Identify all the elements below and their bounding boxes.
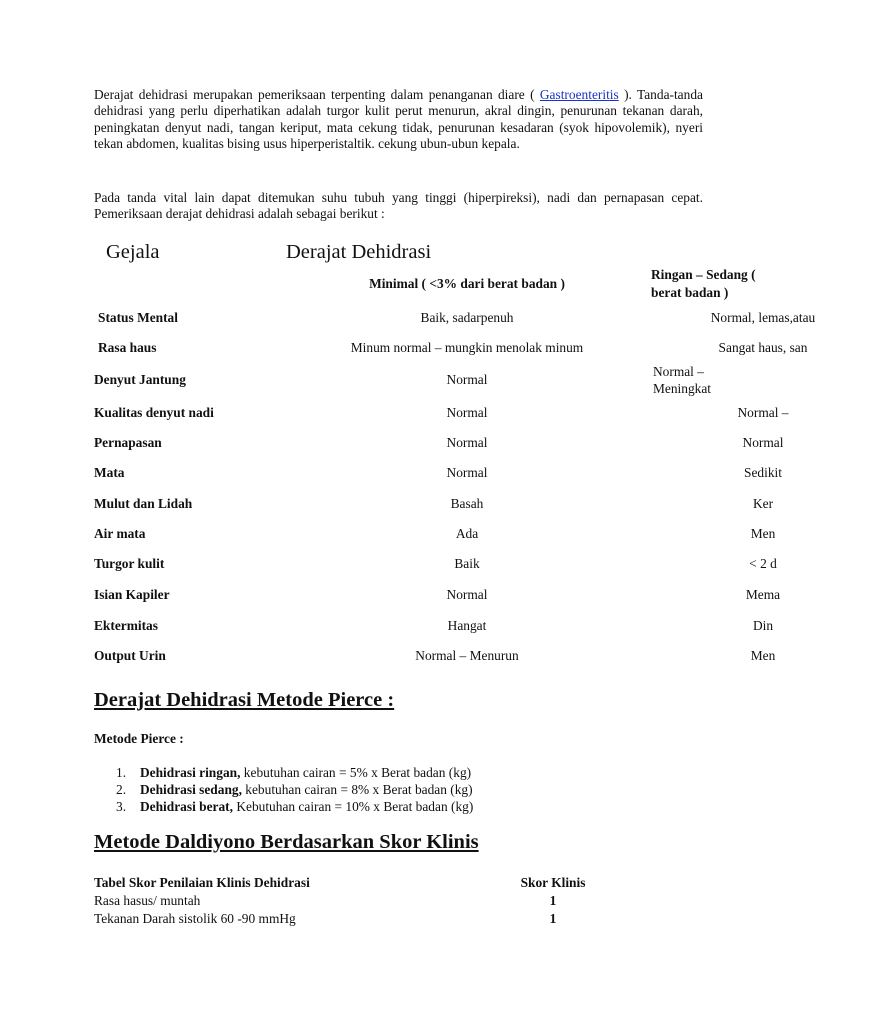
intro-text-after-link: ). Tanda-tanda dehidrasi yang perlu diperhatikan adalah turgor kulit perut menurun, akral dingin, penurunan tekanan darah, peningkatan denyut nadi, tangan keriput, mata cekung tidak, penurunan kesadaran (syok hipovolemik), nyeri tekan abdomen, kualitas bising usus hiperperistaltik. cekung ubun-ubun kepala.	[94, 87, 703, 152]
pierce-label: Metode Pierce :	[94, 731, 184, 746]
column-header-ringan-line2: berat badan )	[651, 285, 729, 300]
list-item-bold: Dehidrasi berat,	[140, 799, 233, 814]
table-row	[0, 526, 776, 546]
table-row	[0, 556, 777, 576]
table-row	[0, 587, 781, 607]
cell-minimal: Ada	[455, 526, 479, 541]
cell-minimal: Normal	[446, 435, 488, 450]
table-row	[0, 405, 789, 425]
cell-ringan: Men	[750, 648, 776, 663]
cell-minimal: Minum normal – mungkin menolak minum	[350, 340, 584, 355]
cell-ringan: < 2 d	[749, 556, 777, 571]
list-number: 2.	[116, 782, 127, 797]
gastroenteritis-link[interactable]: Gastroenteritis	[539, 87, 619, 102]
column-header-minimal: Minimal ( <3% dari berat badan )	[369, 276, 565, 291]
score-label: Rasa hasus/ muntah	[94, 893, 201, 908]
column-header-ringan-line1: Ringan – Sedang (	[651, 267, 756, 282]
cell-minimal: Normal	[446, 405, 488, 420]
list-item-text: Kebutuhan cairan = 10% x Berat badan (kg)	[232, 799, 474, 814]
cell-minimal: Normal – Menurun	[415, 648, 519, 663]
cell-minimal: Normal	[446, 465, 488, 480]
daldiyono-heading: Metode Daldiyono Berdasarkan Skor Klinis	[94, 831, 479, 853]
list-item-bold: Dehidrasi ringan,	[140, 765, 241, 780]
score-value: 1	[549, 911, 557, 926]
score-table-header	[0, 875, 768, 893]
cell-minimal: Basah	[450, 496, 484, 511]
pierce-heading: Derajat Dehidrasi Metode Pierce :	[94, 689, 395, 711]
cell-ringan: Sangat haus, san	[718, 340, 808, 355]
list-item-text: kebutuhan cairan = 5% x Berat badan (kg)	[240, 765, 472, 780]
cell-gejala: Ektermitas	[94, 618, 158, 633]
cell-minimal: Normal	[446, 587, 488, 602]
cell-ringan: Mema	[745, 587, 781, 602]
score-table-title: Tabel Skor Penilaian Klinis Dehidrasi	[94, 875, 310, 890]
table-row	[0, 465, 782, 485]
cell-ringan: Normal –	[737, 405, 789, 420]
cell-gejala: Air mata	[94, 526, 146, 541]
table-heading-gejala: Gejala	[106, 241, 160, 263]
cell-ringan: Sedikit	[744, 465, 782, 480]
table-row	[0, 911, 768, 929]
cell-gejala: Mulut dan Lidah	[94, 496, 193, 511]
list-item-bold: Dehidrasi sedang,	[140, 782, 242, 797]
cell-gejala: Pernapasan	[94, 435, 162, 450]
cell-ringan: Men	[750, 526, 776, 541]
score-value: 1	[549, 893, 557, 908]
score-label: Tekanan Darah sistolik 60 -90 mmHg	[94, 911, 296, 926]
table-row	[0, 310, 816, 330]
list-number: 3.	[116, 799, 127, 814]
cell-gejala: Isian Kapiler	[94, 587, 170, 602]
cell-gejala: Mata	[94, 465, 125, 480]
cell-minimal: Hangat	[447, 618, 487, 633]
cell-minimal: Baik, sadarpenuh	[420, 310, 514, 325]
list-item	[94, 781, 473, 798]
cell-ringan: Ker	[752, 496, 774, 511]
cell-gejala: Status Mental	[98, 310, 178, 325]
table-row	[0, 435, 784, 455]
score-column-header: Skor Klinis	[520, 875, 586, 890]
cell-gejala: Denyut Jantung	[94, 372, 186, 387]
table-row	[0, 893, 768, 911]
table-row	[0, 340, 808, 360]
list-item-text: kebutuhan cairan = 8% x Berat badan (kg)	[241, 782, 473, 797]
cell-minimal: Normal	[446, 372, 488, 387]
cell-gejala: Rasa haus	[98, 340, 157, 355]
cell-minimal: Baik	[454, 556, 480, 571]
cell-ringan: Normal – Meningkat	[653, 364, 712, 396]
table-row	[0, 648, 776, 668]
pierce-list	[94, 764, 473, 815]
table-heading-derajat: Derajat Dehidrasi	[286, 241, 432, 263]
cell-ringan: Normal	[742, 435, 784, 450]
cell-gejala: Output Urin	[94, 648, 166, 663]
table-row	[0, 496, 774, 516]
table-row	[0, 618, 774, 638]
intro-text-before-link: Derajat dehidrasi merupakan pemeriksaan terpenting dalam penanganan diare (	[94, 87, 535, 102]
table-row	[0, 364, 768, 396]
list-item	[94, 798, 473, 815]
list-number: 1.	[116, 765, 127, 780]
cell-gejala: Turgor kulit	[94, 556, 165, 571]
intro-paragraph-1	[94, 87, 703, 153]
intro-paragraph-2: Pada tanda vital lain dapat ditemukan suhu tubuh yang tinggi (hiperpireksi), nadi dan pernapasan cepat. Pemeriksaan derajat dehidrasi adalah sebagai berikut :	[94, 190, 703, 222]
cell-gejala: Kualitas denyut nadi	[94, 405, 214, 420]
list-item	[94, 764, 473, 781]
cell-ringan: Normal, lemas,atau	[710, 310, 816, 325]
cell-ringan: Din	[752, 618, 774, 633]
